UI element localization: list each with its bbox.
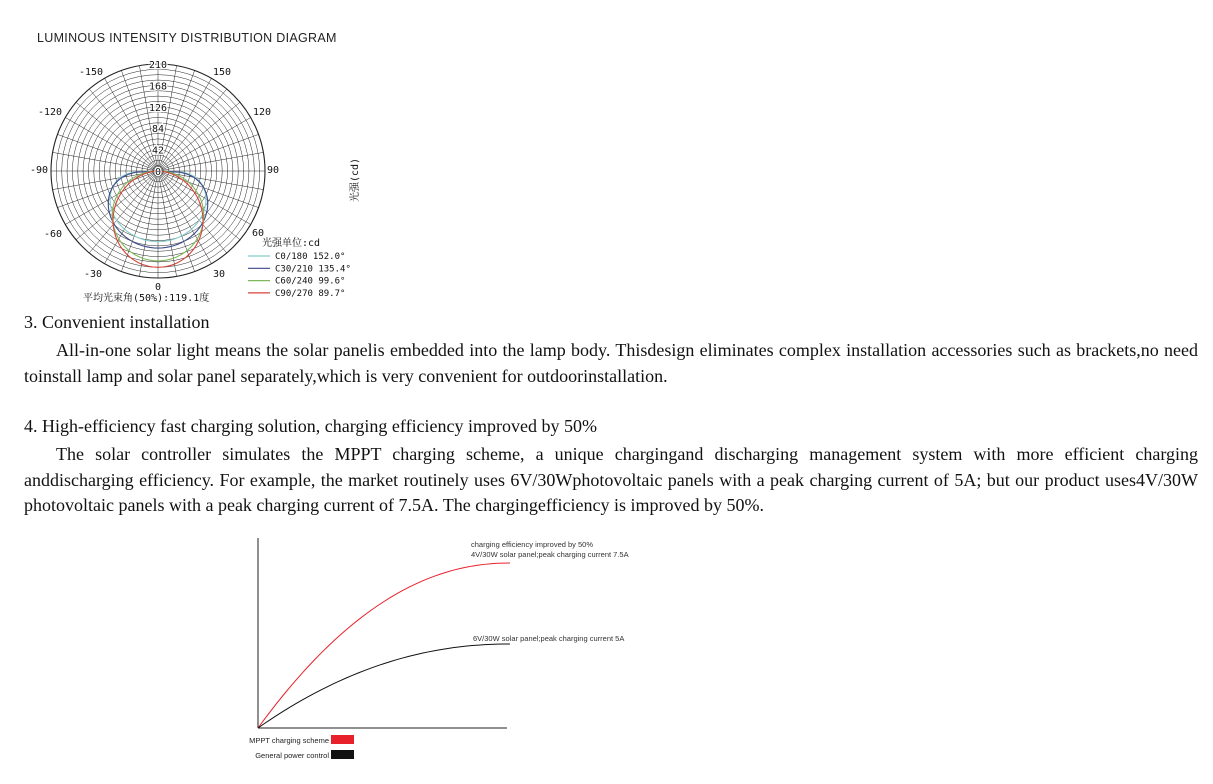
polar-radial-label: 210	[148, 60, 168, 71]
general-curve	[258, 644, 510, 728]
polar-radial-label: 0	[154, 167, 162, 178]
polar-angle-label: 120	[252, 107, 272, 118]
polar-angle-label: 60	[251, 228, 265, 239]
legend-mppt-swatch	[331, 735, 354, 744]
polar-radial-label: 126	[148, 102, 168, 114]
polar-legend-label: C60/240 99.6°	[275, 276, 346, 287]
section-4-paragraph	[24, 442, 1198, 519]
polar-legend	[248, 252, 351, 299]
polar-legend-label: C30/210 135.4°	[275, 264, 351, 275]
legend-mppt-label: MPPT charging scheme	[249, 736, 329, 745]
luminous-polar-diagram	[0, 50, 380, 310]
mppt-annotation-line1: charging efficiency improved by 50%	[471, 540, 594, 549]
legend-general-label: General power control	[255, 751, 329, 760]
mppt-annotation-line2: 4V/30W solar panel;peak charging current 7.5A	[471, 550, 629, 559]
polar-radial-label: 168	[148, 81, 168, 93]
polar-angle-label: -150	[78, 67, 104, 78]
polar-legend-label: C0/180 152.0°	[275, 252, 346, 262]
general-annotation: 6V/30W solar panel;peak charging current 5A	[473, 634, 625, 643]
polar-radial-label: 84	[151, 124, 165, 136]
polar-angle-label: 90	[266, 165, 280, 176]
growth-lines	[258, 563, 510, 728]
average-beam-angle: 平均光束角(50%):119.1度	[83, 293, 210, 304]
legend-general-swatch	[331, 750, 354, 759]
polar-angle-label: -90	[29, 165, 49, 176]
polar-legend-label: C90/270 89.7°	[275, 288, 346, 299]
section-3-paragraph	[24, 338, 1198, 389]
section-4-heading: 4. High-efficiency fast charging solution, charging efficiency improved by 50%	[24, 416, 598, 436]
charging-efficiency-chart	[225, 533, 655, 765]
section-3-text: All-in-one solar light means the solar panelis embedded into the lamp body. Thisdesign eliminates complex installation accessories such as brackets,no need toinstall lamp and solar panel separately,which is very convenient for outdoorinstallation.	[24, 340, 1198, 386]
polar-radial-label: 42	[151, 145, 165, 157]
polar-angle-label: -60	[43, 229, 63, 240]
polar-angle-label: 0	[154, 282, 162, 293]
section-4-text: The solar controller simulates the MPPT charging scheme, a unique chargingand discharging management system with more efficient charging anddischarging efficiency. For example, the market routinely uses 6V/30Wphotovoltaic panels with a peak charging current of 5A; but our product uses4V/30W photovoltaic panels with a peak charging current of 7.5A. The chargingefficiency is improved by 50%.	[24, 444, 1198, 515]
polar-angle-label: 30	[212, 269, 226, 280]
section-3-heading: 3. Convenient installation	[24, 312, 210, 332]
unit-label: 光强单位:cd	[262, 238, 321, 249]
polar-diagram-title: LUMINOUS INTENSITY DISTRIBUTION DIAGRAM	[37, 31, 337, 45]
vertical-unit-label: 光强(cd)	[350, 157, 361, 203]
polar-angle-label: -120	[37, 107, 63, 118]
polar-angle-label: -30	[83, 269, 103, 280]
polar-angle-label: 150	[212, 67, 232, 78]
